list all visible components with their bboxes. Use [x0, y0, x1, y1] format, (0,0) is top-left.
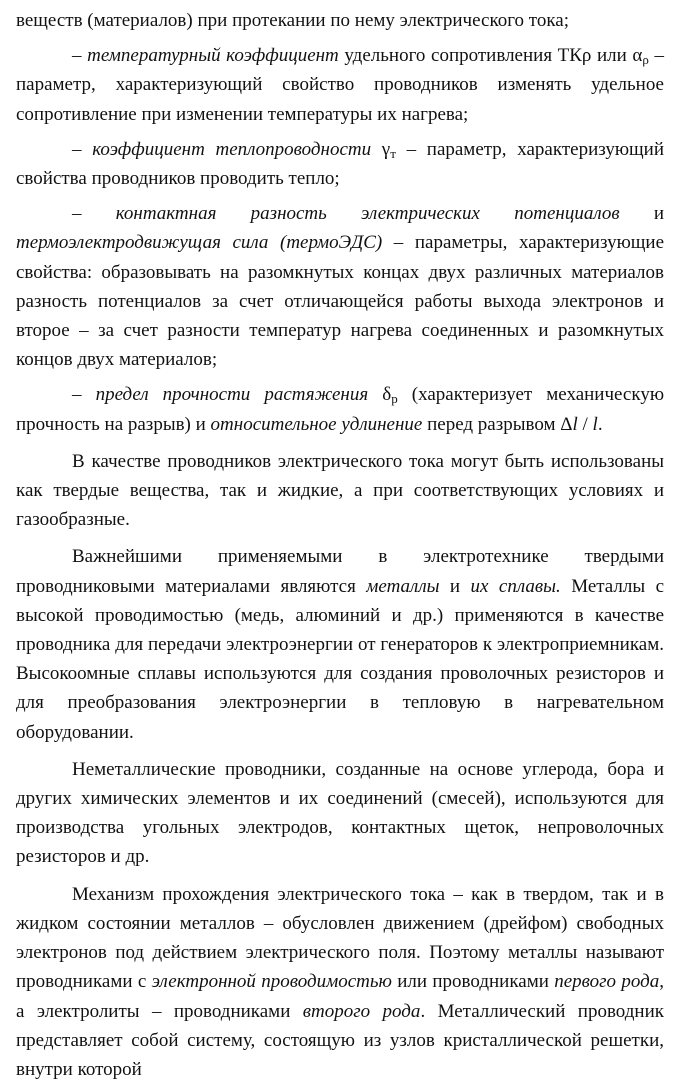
text-run: . Металлический проводник представляет собой систему, состоящую из узлов кристаллической решетки, внутри которой: [16, 1000, 664, 1080]
text-run: Механизм прохождения электрического тока – как в твердом, так и в жидком состоянии металлов – обусловлен движением (дрейфом) свободных электронов под действием электрического поля. Поэтому металлы называют проводниками с: [16, 883, 664, 993]
text-run: Неметаллические проводники, созданные на основе углерода, бора и других химических элементов и их соединений (смесей), используются для производства угольных электродов, контактных щеток, непроволочных резисторов и др.: [16, 758, 664, 868]
text-run: Важнейшими применяемыми в электротехнике твердыми проводниковыми материалами являются: [16, 546, 664, 597]
italic-term: контактная разность электрических потенциалов: [115, 203, 620, 225]
italic-term: металлы: [366, 575, 440, 597]
italic-term: l: [592, 413, 598, 435]
text-run: – параметр, характеризующий свойства проводников проводить тепло;: [16, 138, 665, 190]
italic-term: l: [572, 413, 578, 435]
text-run: Металлы с высокой проводимостью (медь, алюминий и др.) применяются в качестве проводника для передачи электроэнергии от генераторов к электроприемникам. Высокоомные сплавы используются для создания проволочных резисторов и для преобразования электроэнергии в тепловую в нагревательном оборудовании.: [16, 575, 665, 743]
text-run: и: [619, 203, 664, 225]
italic-term: первого рода: [554, 971, 660, 993]
text-run: перед разрывом Δ: [422, 413, 573, 435]
list-item-thermal-conductivity: [16, 135, 664, 193]
paragraph-nonmetallic-conductors: [16, 755, 664, 872]
text-run: /: [577, 413, 593, 435]
list-item-contact-potential: [16, 199, 664, 374]
list-item-temperature-coefficient: [16, 41, 664, 129]
text-run: –: [72, 45, 88, 67]
subscript-text: т: [390, 145, 396, 161]
italic-term: температурный коэффициент: [87, 45, 339, 67]
text-run: или проводниками: [391, 971, 555, 993]
italic-term: их сплавы.: [470, 575, 561, 597]
text-run: В качестве проводников электрического тока могут быть использованы как твердые вещества, так и жидкие, а при соответствующих условиях и газообразные.: [16, 450, 664, 531]
text-run: –: [72, 384, 96, 406]
text-run: γ: [371, 138, 391, 160]
list-item-tensile-strength: [16, 380, 664, 438]
italic-term: относительное удлинение: [210, 413, 423, 435]
italic-term: второго рода: [302, 1000, 421, 1022]
italic-term: термоэлектродвижущая сила (термоЭДС): [16, 232, 383, 254]
italic-term: коэффициент теплопроводности: [92, 138, 372, 160]
text-run: δ: [368, 384, 392, 406]
italic-term: предел прочности растяжения: [95, 384, 369, 406]
text-run: , а электролиты – проводниками: [16, 971, 664, 1022]
text-run: –: [72, 203, 116, 225]
paragraph-conduction-mechanism: [16, 880, 664, 1084]
text-run: удельного сопротивления ТКρ или α: [338, 45, 643, 67]
paragraph-continuation: [16, 6, 664, 35]
document-page: [16, 6, 664, 1090]
text-run: –: [72, 138, 93, 160]
text-run: и: [439, 575, 471, 597]
text-run: – параметр, характеризующий свойство проводников изменять удельное сопротивление при изменении температуры их нагрева;: [16, 45, 665, 125]
text-run: – параметры, характеризующие свойства: образовывать на разомкнутых концах двух различных материалов разность потенциалов за счет отличающейся работы выхода электронов и второе – за счет разности температур нагрева соединенных и разомкнутых концов двух материалов;: [16, 232, 665, 371]
paragraph-conductor-states: [16, 447, 664, 535]
subscript-text: ρ: [642, 52, 649, 68]
subscript-text: р: [391, 391, 398, 407]
paragraph-metals-alloys: [16, 542, 664, 746]
italic-term: электронной проводимостью: [151, 971, 392, 993]
text-run: .: [597, 413, 603, 435]
text-run: (характеризует механическую прочность на разрыв) и: [16, 384, 665, 435]
text-run: веществ (материалов) при протекании по нему электрического тока;: [16, 10, 569, 31]
